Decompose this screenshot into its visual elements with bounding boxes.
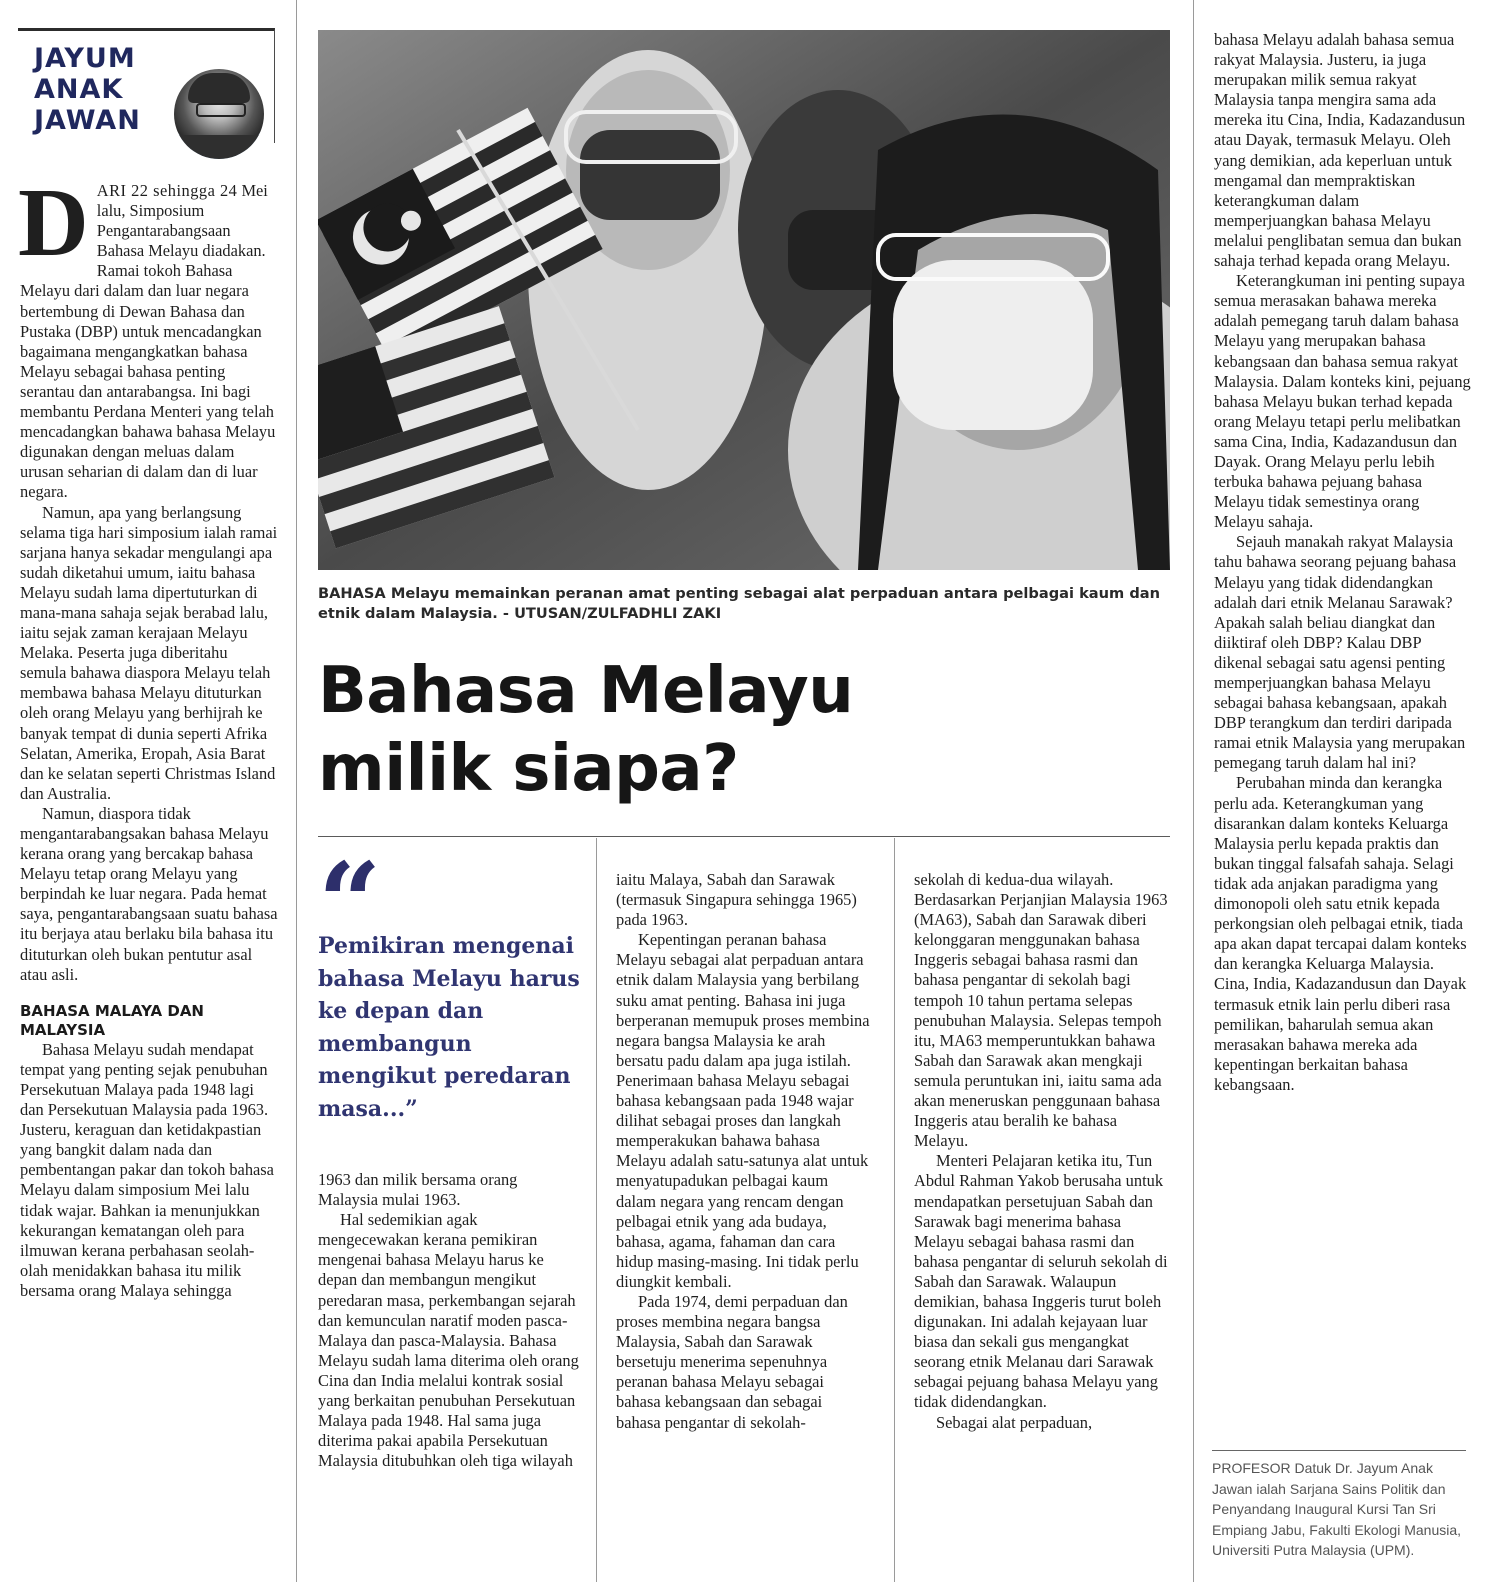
quote-mark-icon: “: [318, 838, 382, 967]
column-rule-3: [894, 838, 895, 1582]
author-bio: PROFESOR Datuk Dr. Jayum Anak Jawan ialah Sarjana Sains Politik dan Penyandang Inaugural Kursi Tan Sri Empiang Jabu, Fakulti Ekologi Manusia, Universiti Putra Malaysia (UPM).: [1212, 1460, 1462, 1558]
author-header: [18, 28, 275, 143]
headline-divider: [318, 836, 1170, 837]
article-paragraph: Namun, apa yang berlangsung selama tiga hari simposium ialah ramai sarjana hanya sekadar mengulangi apa sudah diketahui umum, iaitu bahasa Melayu sudah lama dipertuturkan di mana-mana sahaja sejak berabad lalu, iaitu sejak zaman kerajaan Melayu Melaka. Peserta juga diberitahu semula bahawa diaspora Melayu telah membawa bahasa Melayu dituturkan oleh orang Melayu yang berhijrah ke banyak tempat di dunia seperti Afrika Selatan, Amerika, Eropah, Asia Barat dan ke selatan seperti Christmas Island dan Australia.: [20, 502, 278, 803]
article-paragraph: Menteri Pelajaran ketika itu, Tun Abdul Rahman Yakob berusaha untuk mendapatkan persetujuan Sabah dan Sarawak bagi menerima bahasa Melayu sebagai bahasa rasmi dan bahasa pengantar di seluruh sekolah di Sabah dan Sarawak. Walaupun demikian, bahasa Inggeris turut boleh digunakan. Ini adalah kejayaan luar biasa dan sekali gus mengangkat seorang etnik Melanau dari Sarawak sebagai pejuang bahasa Melayu yang tidak didendangkan.: [914, 1151, 1168, 1412]
article-paragraph: Kepentingan peranan bahasa Melayu sebagai alat perpaduan antara etnik dalam Malaysia yang berbilang suku amat penting. Bahasa ini juga berperanan memupuk proses membina negara bangsa Malaysia ke arah bersatu padu dalam apa juga istilah. Penerimaan bahasa Melayu sebagai bahasa kebangsaan pada 1948 wajar dilihat sebagai proses dan langkah memperakukan bahawa bahasa Melayu adalah satu-satunya alat untuk menyatupadukan pelbagai kaum dalam negara yang rencam dengan pelbagai etnik yang ada budaya, bahasa, agama, fahaman dan cara hidup masing-masing. Ini tidak perlu diungkit kembali.: [616, 930, 870, 1291]
article-photo: [318, 30, 1170, 570]
pull-quote: Pemikiran mengenai bahasa Melayu harus ke depan dan membangun mengikut peredaran masa...”: [318, 933, 580, 1122]
photo-caption: BAHASA Melayu memainkan peranan amat penting sebagai alat perpaduan antara pelbagai kaum dan etnik dalam Malaysia. - UTUSAN/ZULFADHLI ZAKI: [318, 585, 1161, 622]
article-column-5: [1214, 30, 1472, 1095]
headline: Bahasa Melayu milik siapa?: [318, 654, 854, 806]
column-rule-2: [596, 838, 597, 1582]
column-rule-1: [296, 0, 297, 1582]
article-paragraph: iaitu Malaya, Sabah dan Sarawak (termasuk Singapura sehingga 1965) pada 1963.: [616, 870, 857, 930]
article-paragraph: Perubahan minda dan kerangka perlu ada. Keterangkuman yang disarankan dalam konteks Keluarga Malaysia perlu kepada praktis dan bukan tinggal falsafah sahaja. Selagi tidak ada anjakan paradigma yang dimonopoli oleh satu etnik kepada perkongsian oleh pelbagai etnik, tiada apa akan dapat tercapai dalam konteks dan kerangka Keluarga Malaysia. Cina, India, Kadazandusun dan Dayak termasuk etnik lain perlu diberi rasa pemilikan, baharulah semua akan merasakan bahawa mereka ada kepentingan berkaitan bahasa kebangsaan.: [1214, 773, 1467, 1094]
bio-divider: [1212, 1450, 1466, 1451]
article-paragraph: DARI 22 sehingga 24 Mei lalu, Simposium Pengantarabangsaan Bahasa Melayu diadakan. Ramai tokoh Bahasa Melayu dari dalam dan luar negara bertembung di Dewan Bahasa dan Pustaka (DBP) untuk mencadangkan bagaimana mengangkatkan bahasa Melayu sebagai bahasa penting serantau dan antarabangsa. Ini bagi membantu Perdana Menteri yang telah mencadangkan bahawa bahasa Melayu digunakan dengan meluas dalam urusan seharian di dalam dan di luar negara.: [18, 169, 276, 502]
article-column-2: [318, 1170, 580, 1471]
article-paragraph: Pada 1974, demi perpaduan dan proses membina negara bangsa Malaysia, Sabah dan Sarawak bersetuju menerima sepenuhnya peranan bahasa Melayu sebagai bahasa kebangsaan dan sebagai bahasa pengantar di sekolah-: [616, 1291, 848, 1432]
article-paragraph: Keterangkuman ini penting supaya semua merasakan bahawa mereka adalah pemegang taruh dalam bahasa Melayu yang merupakan bahasa kebangsaan dan bahasa semua rakyat Malaysia. Dalam konteks kini, pejuang bahasa Melayu bukan terhad kepada orang Melayu tetapi perlu melibatkan sama Cina, India, Kadazandusun dan Dayak. Orang Melayu perlu lebih terbuka bahawa pejuang bahasa Melayu tidak semestinya orang Melayu sahaja.: [1214, 271, 1471, 532]
article-paragraph: bahasa Melayu adalah bahasa semua rakyat Malaysia. Justeru, ia juga merupakan milik semua rakyat Malaysia tanpa mengira sama ada mereka itu Cina, India, Kadazandusun atau Dayak, termasuk Melayu. Oleh yang demikian, ada keperluan untuk mengamal dan mempraktiskan keterangkuman dalam memperjuangkan bahasa Melayu melalui penglibatan semua dan bukan sahaja terhad kepada orang Melayu.: [1214, 30, 1466, 271]
article-paragraph: sekolah di kedua-dua wilayah. Berdasarkan Perjanjian Malaysia 1963 (MA63), Sabah dan Sarawak diberi kelonggaran menggunakan bahasa Inggeris sebagai bahasa rasmi dan bahasa pengantar di sekolah bagi tempoh 10 tahun pertama selepas penubuhan Malaysia. Selepas tempoh itu, MA63 memperuntukkan bahawa Sabah dan Sarawak akan mengkaji semula peruntukan ini, iaitu sama ada akan meneruskan penggunaan bahasa Inggeris atau beralih ke bahasa Melayu.: [914, 870, 1168, 1151]
author-name: JAYUM ANAK JAWAN: [34, 43, 141, 136]
drop-cap: D: [18, 169, 89, 277]
article-column-3: [616, 870, 870, 1433]
article-column-1: [18, 169, 278, 1301]
article-paragraph: Bahasa Melayu sudah mendapat tempat yang penting sejak penubuhan Persekutuan Malaya pada 1948 lagi dan Persekutuan Malaysia pada 1963. Justeru, keraguan dan ketidakpastian yang bangkit dalam nada dan pembentangan pakar dan tokoh bahasa Melayu dalam simposium Mei lalu tidak wajar. Bahkan ia menunjukkan kekurangan kematangan oleh para ilmuwan kerana perbahasan seolah-olah menidakkan bahasa itu milik bersama orang Malaya sehingga: [20, 1039, 274, 1300]
article-paragraph: Sebagai alat perpaduan,: [936, 1412, 1093, 1432]
article-paragraph: Namun, diaspora tidak mengantarabangsakan bahasa Melayu kerana orang yang bercakap bahasa Melayu tetap orang Melayu yang berpindah ke luar negara. Pada hemat saya, pengantarabangsaan suatu bahasa itu berjaya atau berlaku bila bahasa itu dituturkan oleh bukan pentutur asal atau asli.: [20, 803, 278, 984]
article-paragraph: Hal sedemikian agak mengecewakan kerana pemikiran mengenai bahasa Melayu harus ke depan dan membangun mengikut peredaran masa, perkembangan sejarah dan kemunculan naratif moden pasca-Malaya dan pasca-Malaysia. Bahasa Melayu sudah lama diterima oleh orang Cina dan India melalui kontrak sosial yang berkaitan penubuhan Persekutuan Malaya pada 1948. Hal sama juga diterima pakai apabila Persekutuan Malaysia ditubuhkan oleh tiga wilayah: [318, 1210, 579, 1471]
article-paragraph: 1963 dan milik bersama orang Malaysia mulai 1963.: [318, 1170, 518, 1210]
article-column-4: [914, 870, 1168, 1433]
author-avatar: [174, 69, 264, 159]
article-paragraph: Sejauh manakah rakyat Malaysia tahu bahawa seorang pejuang bahasa Melayu yang tidak didendangkan adalah dari etnik Melanau Sarawak? Apakah salah beliau diangkat dan diiktiraf oleh DBP? Kalau DBP dikenal sebagai satu agensi penting memperjuangkan bahasa Melayu sebagai bahasa kebangsaan, apakah DBP terangkum dan terdiri daripada ramai etnik Malaysia yang merupakan pemegang taruh dalam hal ini?: [1214, 532, 1466, 773]
section-subheading: BAHASA MALAYA DAN MALAYSIA: [20, 1001, 204, 1039]
column-rule-4: [1193, 0, 1194, 1582]
